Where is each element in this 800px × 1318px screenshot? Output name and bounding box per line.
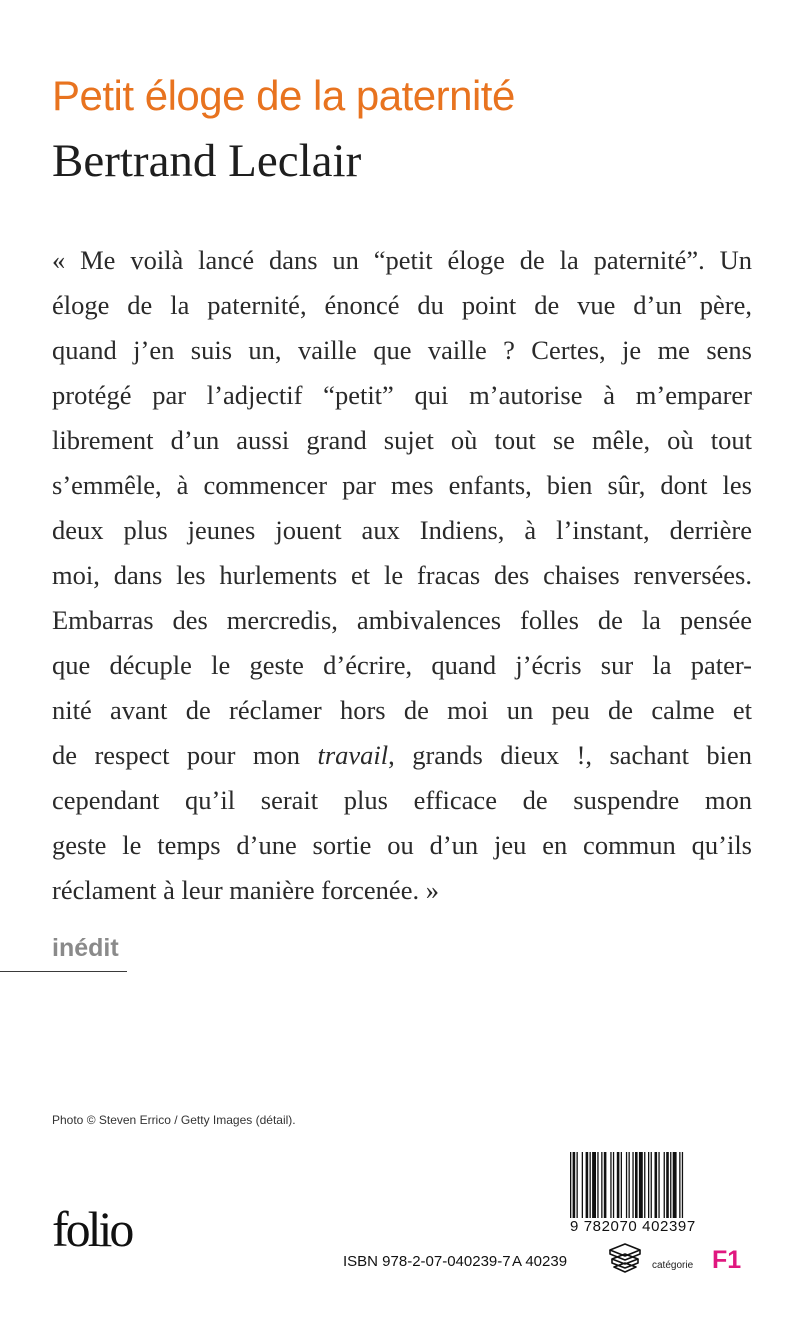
- blurb-line: moi, dans les hurlements et le fracas des chaises renversées.: [52, 560, 752, 590]
- book-author: Bertrand Leclair: [52, 135, 362, 187]
- blurb-line: librement d’un aussi grand sujet où tout se mêle, où tout: [52, 425, 752, 455]
- stacked-books-icon: [606, 1240, 644, 1276]
- blurb-line: protégé par l’adjectif “petit” qui m’autorise à m’emparer: [52, 380, 752, 410]
- publisher-logo: folio: [52, 1201, 132, 1257]
- book-title: Petit éloge de la paternité: [52, 72, 515, 119]
- barcode-digits: 9 782070 402397: [570, 1218, 696, 1235]
- blurb-line: nité avant de réclamer hors de moi un peu de calme et: [52, 695, 752, 725]
- blurb-line: éloge de la paternité, énoncé du point de vue d’un père,: [52, 290, 752, 320]
- blurb-emphasis: travail: [317, 740, 389, 770]
- unpublished-badge: inédit: [52, 934, 119, 962]
- category-value: F1: [712, 1246, 742, 1274]
- blurb-line-start: de respect pour mon: [52, 740, 318, 770]
- product-code: A 40239: [512, 1253, 568, 1270]
- isbn-text: ISBN 978-2-07-040239-7: [343, 1253, 511, 1270]
- barcode: [570, 1152, 740, 1218]
- blurb-quote: [52, 238, 752, 913]
- blurb-line: deux plus jeunes jouent aux Indiens, à l’instant, derrière: [52, 515, 752, 545]
- blurb-line: Embarras des mercredis, ambivalences folles de la pensée: [52, 605, 752, 635]
- blurb-line: [52, 733, 752, 778]
- blurb-line: s’emmêle, à commencer par mes enfants, bien sûr, dont les: [52, 470, 752, 500]
- photo-credit: Photo © Steven Errico / Getty Images (détail).: [52, 1113, 296, 1127]
- blurb-line: geste le temps d’une sortie ou d’un jeu en commun qu’ils: [52, 830, 752, 860]
- blurb-line: quand j’en suis un, vaille que vaille ? Certes, je me sens: [52, 335, 752, 365]
- blurb-line: que décuple le geste d’écrire, quand j’écris sur la pater-: [52, 650, 752, 680]
- badge-underline: [0, 971, 127, 972]
- blurb-line: réclament à leur manière forcenée. »: [52, 875, 439, 905]
- category-label: catégorie: [652, 1260, 694, 1271]
- blurb-line: cependant qu’il serait plus efficace de suspendre mon: [52, 785, 752, 815]
- blurb-line-end: , grands dieux !, sachant bien: [388, 740, 752, 770]
- blurb-line: « Me voilà lancé dans un “petit éloge de la paternité”. Un: [52, 245, 752, 275]
